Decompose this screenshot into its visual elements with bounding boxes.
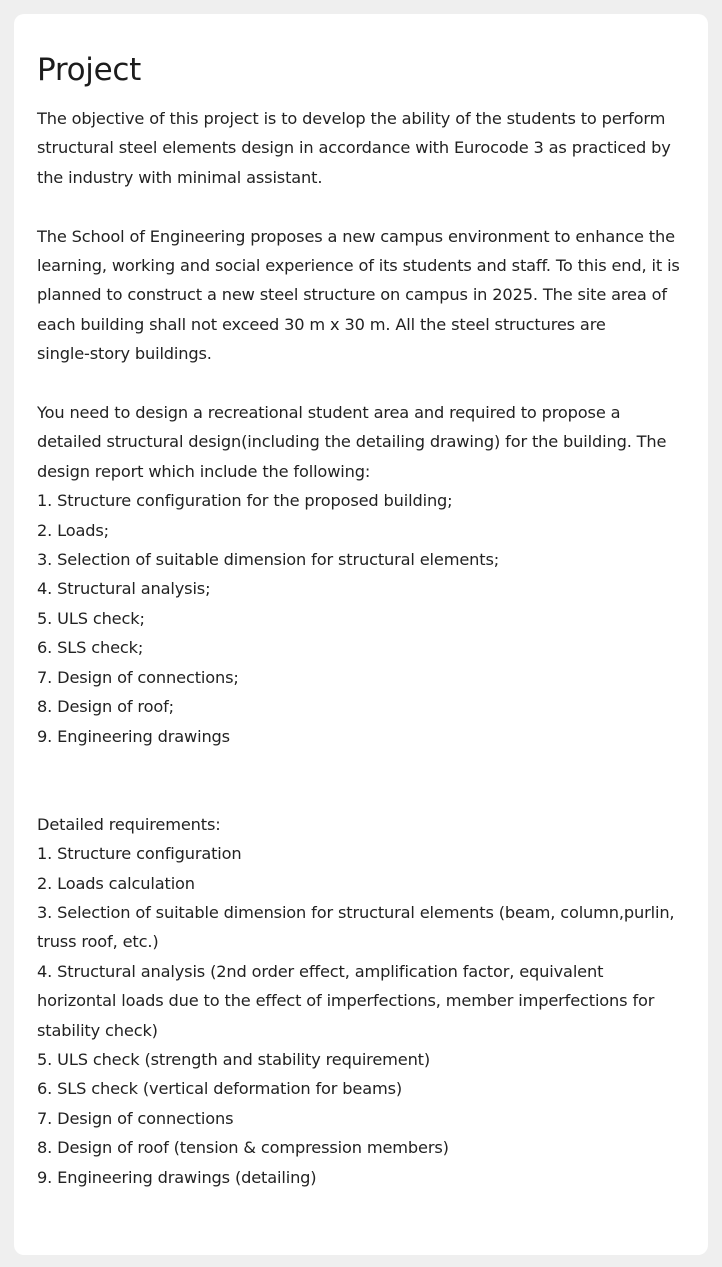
page-title: Project xyxy=(37,52,141,88)
project-description xyxy=(37,104,697,1192)
list-item: 1. Structure configuration for the proposed building; xyxy=(37,491,453,511)
list-item: 7. Design of connections xyxy=(37,1108,234,1128)
list-item: 3. Selection of suitable dimension for structural elements (beam, column,purlin, xyxy=(37,902,675,922)
requirements-heading xyxy=(37,810,697,839)
text-line: single-story buildings. xyxy=(37,344,212,364)
list-item: 5. ULS check (strength and stability requirement) xyxy=(37,1049,431,1069)
text-line: structural steel elements design in accordance with Eurocode 3 as practiced by xyxy=(37,138,671,158)
list-item: 2. Loads calculation xyxy=(37,873,195,893)
text-line: The objective of this project is to develop the ability of the students to perform xyxy=(37,109,666,128)
list-item: truss roof, etc.) xyxy=(37,932,159,952)
text-line: the industry with minimal assistant. xyxy=(37,167,323,187)
context-paragraph xyxy=(37,222,697,369)
objective-paragraph xyxy=(37,104,697,192)
list-item: 6. SLS check (vertical deformation for beams) xyxy=(37,1079,403,1099)
list-item: 8. Design of roof; xyxy=(37,697,174,717)
text-line: Detailed requirements: xyxy=(37,814,221,834)
list-item: 3. Selection of suitable dimension for structural elements; xyxy=(37,550,500,570)
list-item: stability check) xyxy=(37,1020,158,1040)
list-item: horizontal loads due to the effect of imperfections, member imperfections for xyxy=(37,991,655,1011)
text-line: The School of Engineering proposes a new campus environment to enhance the xyxy=(37,226,675,246)
text-line: You need to design a recreational student area and required to propose a xyxy=(37,403,621,423)
text-line: design report which include the following: xyxy=(37,461,371,481)
list-item: 6. SLS check; xyxy=(37,638,144,658)
list-item: 9. Engineering drawings xyxy=(37,726,230,746)
requirements-list xyxy=(37,839,697,1192)
project-card xyxy=(14,14,708,1255)
text-line: each building shall not exceed 30 m x 30 m. All the steel structures are xyxy=(37,314,606,334)
list-item: 4. Structural analysis (2nd order effect, amplification factor, equivalent xyxy=(37,961,604,981)
text-line: detailed structural design(including the detailing drawing) for the building. The xyxy=(37,432,667,452)
list-item: 1. Structure configuration xyxy=(37,844,242,864)
list-item: 9. Engineering drawings (detailing) xyxy=(37,1167,317,1187)
list-item: 4. Structural analysis; xyxy=(37,579,211,599)
report-items-list xyxy=(37,486,697,751)
text-line: planned to construct a new steel structure on campus in 2025. The site area of xyxy=(37,285,667,305)
list-item: 8. Design of roof (tension & compression members) xyxy=(37,1138,449,1158)
list-item: 2. Loads; xyxy=(37,520,109,540)
list-item: 7. Design of connections; xyxy=(37,667,239,687)
task-paragraph xyxy=(37,398,697,486)
list-item: 5. ULS check; xyxy=(37,608,145,628)
text-line: learning, working and social experience of its students and staff. To this end, it is xyxy=(37,256,680,276)
